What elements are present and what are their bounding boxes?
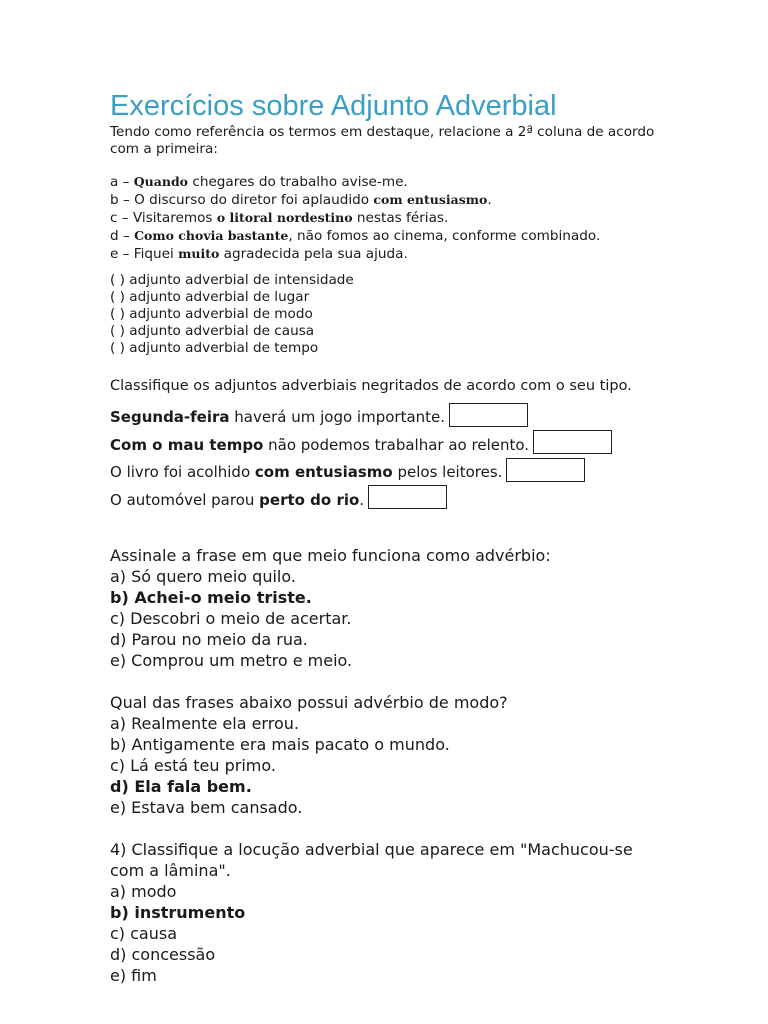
option-correct: b) instrumento [110,903,246,922]
option: a) Só quero meio quilo. [110,567,296,586]
list-item: ( ) adjunto adverbial de tempo [110,340,319,356]
answer-box[interactable] [533,430,612,454]
list-item: e – Fiquei muito agradecida pela sua ajuda. [110,246,408,262]
option: a) Realmente ela errou. [110,714,299,733]
intro-line: com a primeira: [110,141,218,157]
column2-list [110,272,354,357]
list-item: b – O discurso do diretor foi aplaudido com entusiasmo. [110,192,492,208]
list-item: c – Visitaremos o litoral nordestino nestas férias. [110,210,449,226]
option: c) Descobri o meio de acertar. [110,609,352,628]
question-text: Assinale a frase em que meio funciona como advérbio: [110,546,551,565]
question-text: 4) Classifique a locução adverbial que aparece em "Machucou-se [110,840,633,859]
question-2 [110,692,508,818]
option: c) Lá está teu primo. [110,756,276,775]
classify-item: Com o mau tempo não podemos trabalhar ao relento. [110,432,612,460]
option: d) Parou no meio da rua. [110,630,308,649]
option: a) modo [110,882,177,901]
option: d) concessão [110,945,216,964]
list-item: d – Como chovia bastante, não fomos ao cinema, conforme combinado. [110,228,601,244]
classify-list [110,404,612,514]
list-item: a – Quando chegares do trabalho avise-me. [110,174,408,190]
classify-intro: Classifique os adjuntos adverbiais negritados de acordo com o seu tipo. [110,378,632,394]
answer-box[interactable] [368,485,447,509]
classify-item: O livro foi acolhido com entusiasmo pelos leitores. [110,459,612,487]
classify-item: O automóvel parou perto do rio. [110,487,612,515]
answer-box[interactable] [506,458,585,482]
option: e) fim [110,966,157,985]
question-3 [110,839,633,986]
list-item: ( ) adjunto adverbial de lugar [110,289,310,305]
list-item: ( ) adjunto adverbial de intensidade [110,272,354,288]
list-item: ( ) adjunto adverbial de modo [110,306,313,322]
classify-item: Segunda-feira haverá um jogo importante. [110,404,612,432]
intro-paragraph [110,124,654,158]
column1-list [110,173,600,263]
question-1 [110,545,551,671]
option: e) Estava bem cansado. [110,798,303,817]
question-text: Qual das frases abaixo possui advérbio de modo? [110,693,508,712]
option-correct: b) Achei-o meio triste. [110,588,312,607]
option: c) causa [110,924,178,943]
list-item: ( ) adjunto adverbial de causa [110,323,315,339]
answer-box[interactable] [449,403,528,427]
option: b) Antigamente era mais pacato o mundo. [110,735,450,754]
question-text: com a lâmina". [110,861,231,880]
intro-line: Tendo como referência os termos em destaque, relacione a 2ª coluna de acordo [110,124,655,140]
option: e) Comprou um metro e meio. [110,651,353,670]
page-title: Exercícios sobre Adjunto Adverbial [110,90,557,122]
option-correct: d) Ela fala bem. [110,777,252,796]
